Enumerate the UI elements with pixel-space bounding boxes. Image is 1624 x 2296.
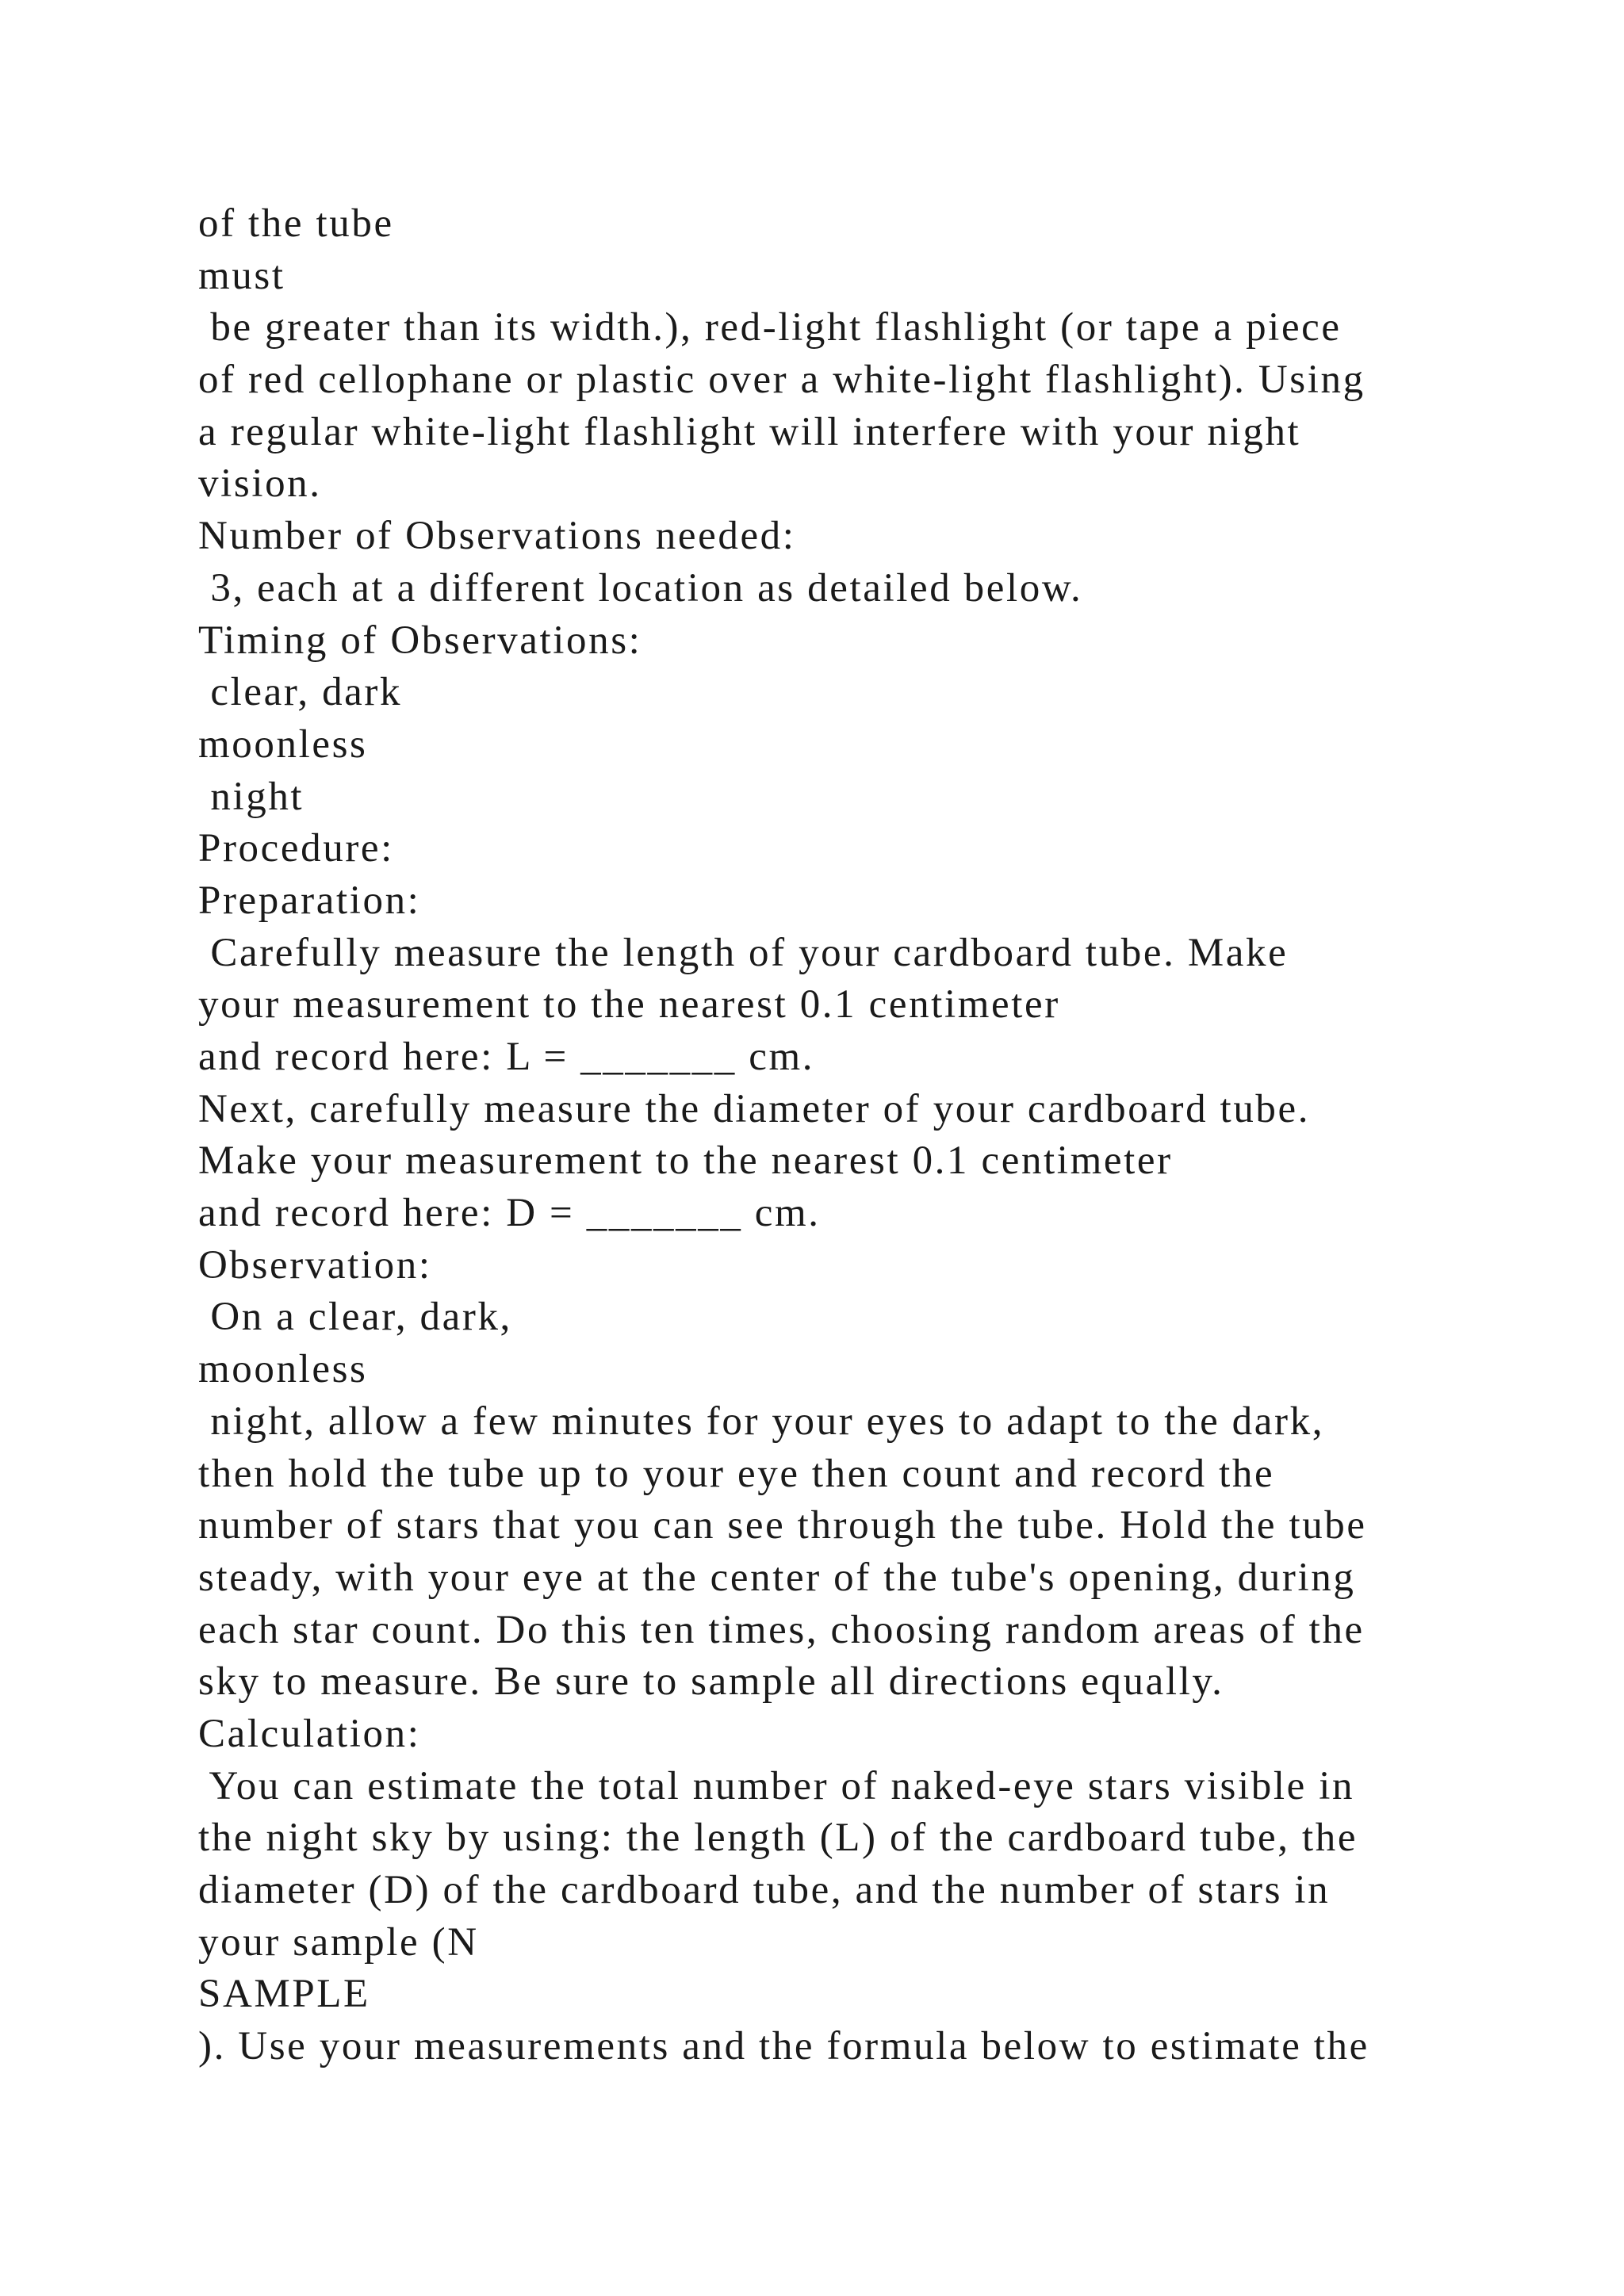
text-line: moonless <box>198 721 368 767</box>
text-line: clear, dark <box>198 670 403 715</box>
text-line: must <box>198 253 285 298</box>
diameter-record-line: and record here: D = _______ cm. <box>198 1191 821 1236</box>
section-heading: Calculation: <box>198 1711 421 1756</box>
text-line: steady, with your eye at the center of the tube's opening, during <box>198 1555 1356 1600</box>
text-line: Carefully measure the length of your cardboard tube. Make <box>198 930 1289 975</box>
text-line: You can estimate the total number of naked-eye stars visible in <box>198 1763 1355 1808</box>
text-line: 3, each at a different location as detailed below. <box>198 565 1083 610</box>
text-line: moonless <box>198 1347 368 1392</box>
text-line: your sample (N <box>198 1919 479 1965</box>
section-heading: Observation: <box>198 1242 432 1288</box>
text-line: Make your measurement to the nearest 0.1 centimeter <box>198 1138 1173 1184</box>
section-heading: Procedure: <box>198 826 394 871</box>
section-heading: Number of Observations needed: <box>198 514 796 559</box>
text-line: then hold the tube up to your eye then count and record the <box>198 1451 1275 1496</box>
section-heading: Preparation: <box>198 878 421 923</box>
text-line: of red cellophane or plastic over a white-light flashlight). Using <box>198 358 1365 403</box>
text-line: number of stars that you can see through the tube. Hold the tube <box>198 1503 1367 1548</box>
text-line: ). Use your measurements and the formula below to estimate the <box>198 2024 1369 2069</box>
text-line: Next, carefully measure the diameter of your cardboard tube. <box>198 1086 1311 1131</box>
text-line: SAMPLE <box>198 1972 370 2017</box>
text-line: each star count. Do this ten times, choosing random areas of the <box>198 1607 1365 1652</box>
text-line: of the tube <box>198 201 394 246</box>
text-line: be greater than its width.), red-light flashlight (or tape a piece <box>198 305 1342 350</box>
text-line: a regular white-light flashlight will interfere with your night <box>198 409 1301 454</box>
text-line: your measurement to the nearest 0.1 centimeter <box>198 982 1060 1027</box>
text-line: night <box>198 774 304 819</box>
text-line: On a clear, dark, <box>198 1295 512 1340</box>
text-line: diameter (D) of the cardboard tube, and the number of stars in <box>198 1868 1331 1912</box>
text-line: the night sky by using: the length (L) of the cardboard tube, the <box>198 1816 1358 1861</box>
document-text-block <box>198 198 1546 2073</box>
text-line: night, allow a few minutes for your eyes to adapt to the dark, <box>198 1399 1325 1444</box>
section-heading: Timing of Observations: <box>198 618 642 663</box>
text-line: vision. <box>198 461 322 507</box>
text-line: sky to measure. Be sure to sample all directions equally. <box>198 1659 1224 1705</box>
length-record-line: and record here: L = _______ cm. <box>198 1035 815 1079</box>
